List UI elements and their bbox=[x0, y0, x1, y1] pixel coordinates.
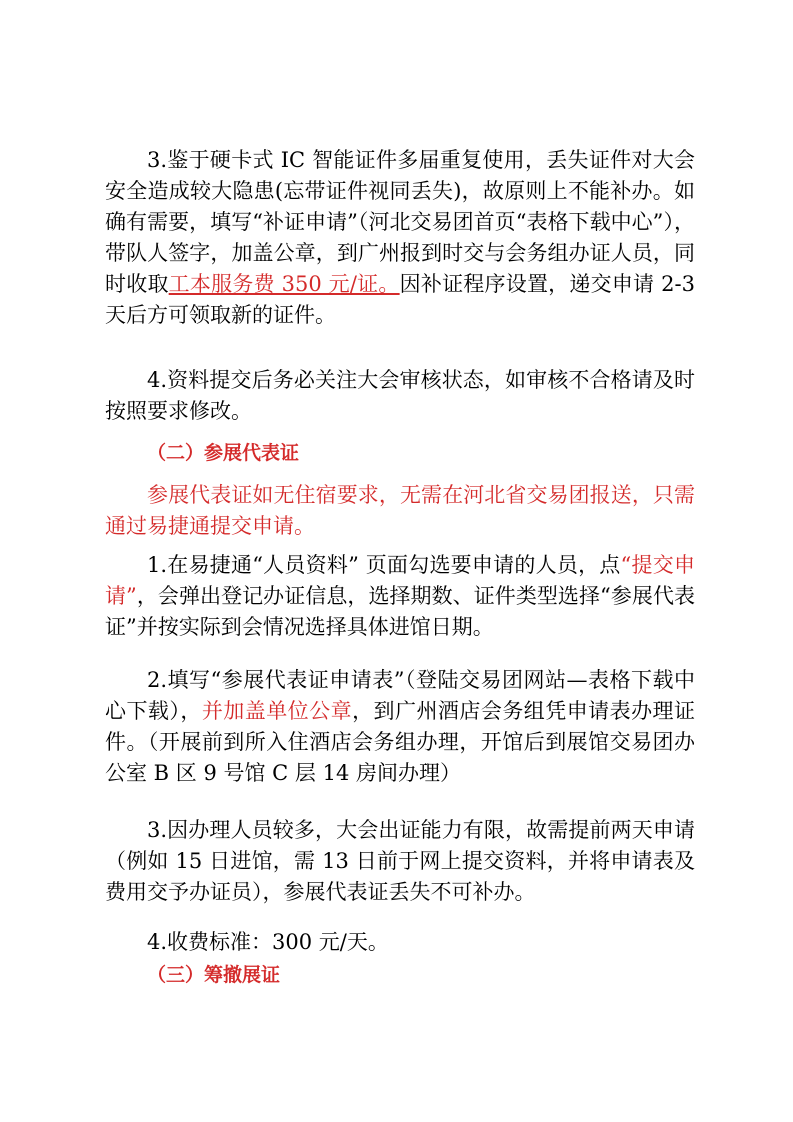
item-3-fee-highlight: 工本服务费 350 元/证。 bbox=[168, 272, 400, 296]
delegate-note-text: 参展代表证如无住宿要求，无需在河北省交易团报送，只需通过易捷通提交申请。 bbox=[105, 483, 695, 538]
step-2-text-b: ，到广州酒店会务组凭申请表办理证件。（开展前到所入住酒店会务组办理，开馆后到展馆交易团办公室 B 区 9 号馆 C 层 14 房间办理） bbox=[105, 699, 696, 785]
step-3-text: 3.因办理人员较多，大会出证能力有限，故需提前两天申请（例如 15 日进馆，需 13 日前于网上提交资料，并将申请表及费用交予办证员），参展代表证丢失不可补办。 bbox=[105, 818, 695, 904]
section-heading-delegate-pass: （二）参展代表证 bbox=[147, 442, 300, 464]
section-heading-setup-pass: （三）筹撤展证 bbox=[147, 964, 281, 986]
step-4-text: 4.收费标准：300 元/天。 bbox=[147, 930, 389, 954]
paragraph-item-3 bbox=[105, 145, 695, 331]
step-2-seal-highlight: 并加盖单位公章 bbox=[201, 699, 353, 723]
paragraph-delegate-step-4 bbox=[105, 927, 695, 958]
item-3-text-a: 3.鉴于硬卡式 IC 智能证件多届重复使用，丢失证件对大会安全造成较大隐患(忘带证件视同丢失)，故原则上不能补办。如确有需要，填写“补证申请”（河北交易团首页“表格下载中心”），带队人签字，加盖公章，到广州报到时交与会务组办证人员，同时收取 bbox=[105, 148, 695, 296]
paragraph-delegate-step-1 bbox=[105, 550, 695, 643]
paragraph-delegate-step-3 bbox=[105, 815, 695, 908]
step-1-submit-highlight: “提交申请” bbox=[105, 553, 695, 608]
step-2-text-a: 2.填写“参展代表证申请表”（登陆交易团网站—表格下载中心下载）， bbox=[105, 668, 695, 723]
paragraph-item-4 bbox=[105, 365, 695, 427]
item-3-text-b: 因补证程序设置，递交申请 2-3 天后方可领取新的证件。 bbox=[105, 272, 695, 327]
item-4-text: 4.资料提交后务必关注大会审核状态，如审核不合格请及时按照要求修改。 bbox=[105, 368, 695, 423]
step-1-text-b: ，会弹出登记办证信息，选择期数、证件类型选择“参展代表证”并按实际到会情况选择具体进馆日期。 bbox=[105, 584, 695, 639]
paragraph-delegate-step-2 bbox=[105, 665, 695, 789]
paragraph-delegate-note bbox=[105, 480, 695, 542]
step-1-text-a: 1.在易捷通“人员资料” 页面勾选要申请的人员，点 bbox=[147, 553, 621, 577]
